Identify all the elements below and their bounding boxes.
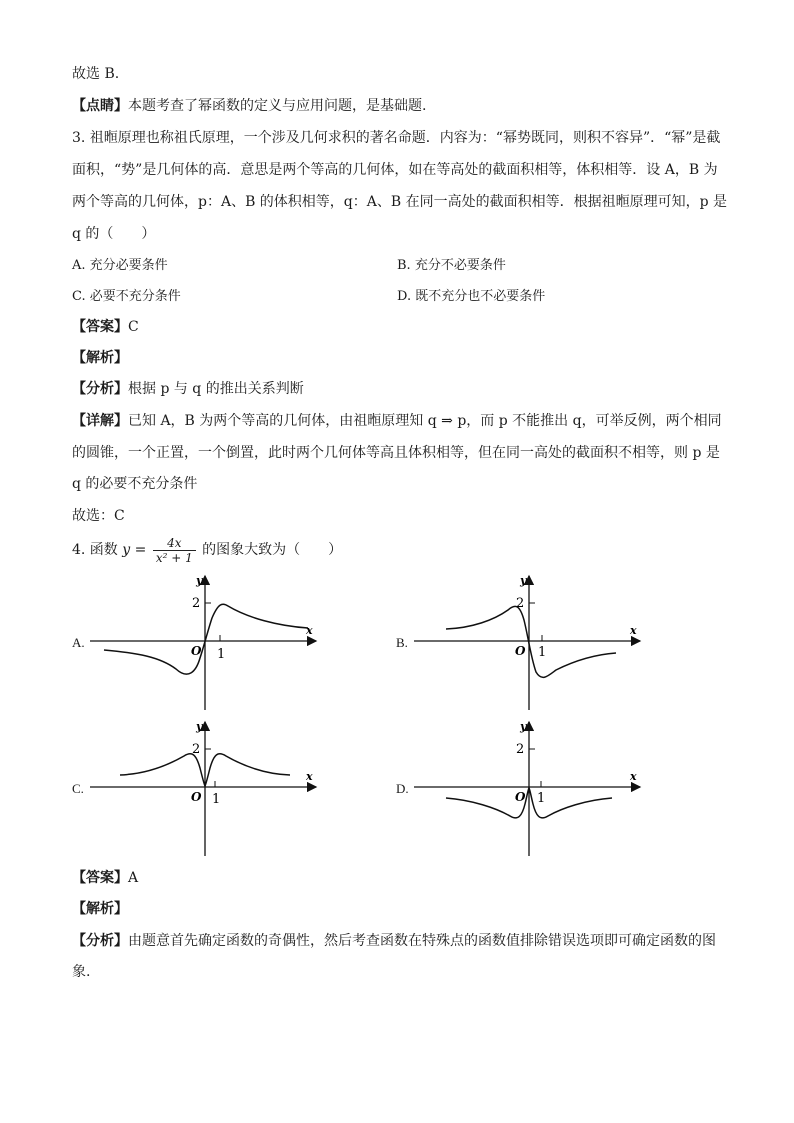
graph-label-d: D. <box>396 781 409 796</box>
graph-d-origin: O <box>515 790 526 804</box>
graph-a-origin: O <box>191 644 202 658</box>
q4-stem <box>72 535 342 565</box>
graph-label-b: B. <box>396 635 408 650</box>
q3-stem-line4: q 的（ ） <box>72 226 156 242</box>
q3-stem-line2: 面积，“势”是几何体的高．意思是两个等高的几何体，如在等高处的截面积相等，体积相等．设 A，B 为 <box>72 162 718 178</box>
graph-d <box>412 716 644 858</box>
graph-a <box>88 570 320 712</box>
q4-stem-suffix: 的图象大致为（ ） <box>202 542 343 558</box>
q4-answer: A <box>128 870 139 886</box>
q4-frac-numerator: 4x <box>153 536 196 551</box>
graph-a-label-2: 2 <box>192 596 201 611</box>
graph-c-origin: O <box>191 790 202 804</box>
graph-label-c: C. <box>72 781 84 796</box>
graph-a-curve <box>104 604 308 674</box>
q4-analysis-tag: 【解析】 <box>72 901 128 917</box>
graph-b-curve <box>446 606 616 677</box>
q3-stem-line1: 3. 祖暅原理也称祖氏原理，一个涉及几何求积的著名命题．内容为：“幂势既同，则积不容异”．“幂”是截 <box>72 130 721 146</box>
q3-detail-tag: 【详解】 <box>72 413 128 429</box>
q3-option-d: D. 既不充分也不必要条件 <box>397 289 546 304</box>
q3-stem-line3: 两个等高的几何体，p：A、B 的体积相等，q：A、B 在同一高处的截面积相等．根据祖暅原理可知，p 是 <box>72 194 728 210</box>
q4-stem-prefix: 4. 函数 <box>72 542 118 558</box>
review-text: 本题考查了幂函数的定义与应用问题，是基础题. <box>128 98 427 114</box>
q3-answer-tag: 【答案】 <box>72 319 128 335</box>
q4-fenxi-line2: 象. <box>72 964 91 980</box>
q3-fenxi-text: 根据 p 与 q 的推出关系判断 <box>128 381 304 397</box>
graph-d-label-1: 1 <box>537 791 546 806</box>
previous-answer-line: 故选 B. <box>72 66 120 82</box>
q4-answer-tag: 【答案】 <box>72 870 128 886</box>
q3-option-b: B. 充分不必要条件 <box>397 258 506 273</box>
graph-b-origin: O <box>515 644 526 658</box>
graph-d-x-label: x <box>630 770 637 783</box>
graph-b-y-label: y <box>520 574 527 587</box>
graph-d-label-2: 2 <box>516 742 525 757</box>
graph-a-x-label: x <box>306 624 313 637</box>
graph-a-label-1: 1 <box>217 647 226 662</box>
q4-answer-line <box>72 868 138 888</box>
q3-option-c: C. 必要不充分条件 <box>72 289 181 304</box>
q4-frac-denominator: x² + 1 <box>155 550 193 565</box>
graph-c-label-2: 2 <box>192 742 201 757</box>
q3-option-a: A. 充分必要条件 <box>72 258 168 273</box>
graph-d-y-label: y <box>520 720 527 733</box>
q3-answer-line <box>72 317 139 337</box>
graph-b-label-2: 2 <box>516 596 525 611</box>
q4-fenxi-tag: 【分析】 <box>72 933 128 949</box>
graph-c-label-1: 1 <box>212 792 221 807</box>
graph-label-a: A. <box>72 635 85 650</box>
graph-b-x-label: x <box>630 624 637 637</box>
q3-detail-line1 <box>72 411 722 431</box>
q4-fraction <box>153 536 196 565</box>
q3-detail-line3: q 的必要不充分条件 <box>72 476 198 492</box>
q3-analysis-tag: 【解析】 <box>72 350 128 366</box>
q3-detail-text1: 已知 A，B 为两个等高的几何体，由祖暅原理知 q ⇒ p，而 p 不能推出 q，可举反例，两个相同 <box>128 413 722 429</box>
review-line <box>72 96 426 116</box>
graph-c <box>88 716 320 858</box>
q3-answer: C <box>128 319 139 335</box>
graph-c-x-label: x <box>306 770 313 783</box>
q4-stem-y: y = <box>122 542 147 558</box>
q4-fenxi-text1: 由题意首先确定函数的奇偶性，然后考查函数在特殊点的函数值排除错误选项即可确定函数的图 <box>128 933 716 949</box>
graph-a-y-label: y <box>196 574 203 587</box>
q3-fenxi-line <box>72 379 304 399</box>
review-tag: 【点睛】 <box>72 98 128 114</box>
q3-detail-line2: 的圆锥，一个正置，一个倒置，此时两个几何体等高且体积相等，但在同一高处的截面积不相等，则 p 是 <box>72 445 720 461</box>
q4-fenxi-line1 <box>72 931 716 951</box>
graph-b-label-1: 1 <box>538 645 547 660</box>
graph-c-y-label: y <box>196 720 203 733</box>
graph-b <box>412 570 644 712</box>
q3-fenxi-tag: 【分析】 <box>72 381 128 397</box>
q3-conclusion: 故选：C <box>72 508 125 524</box>
